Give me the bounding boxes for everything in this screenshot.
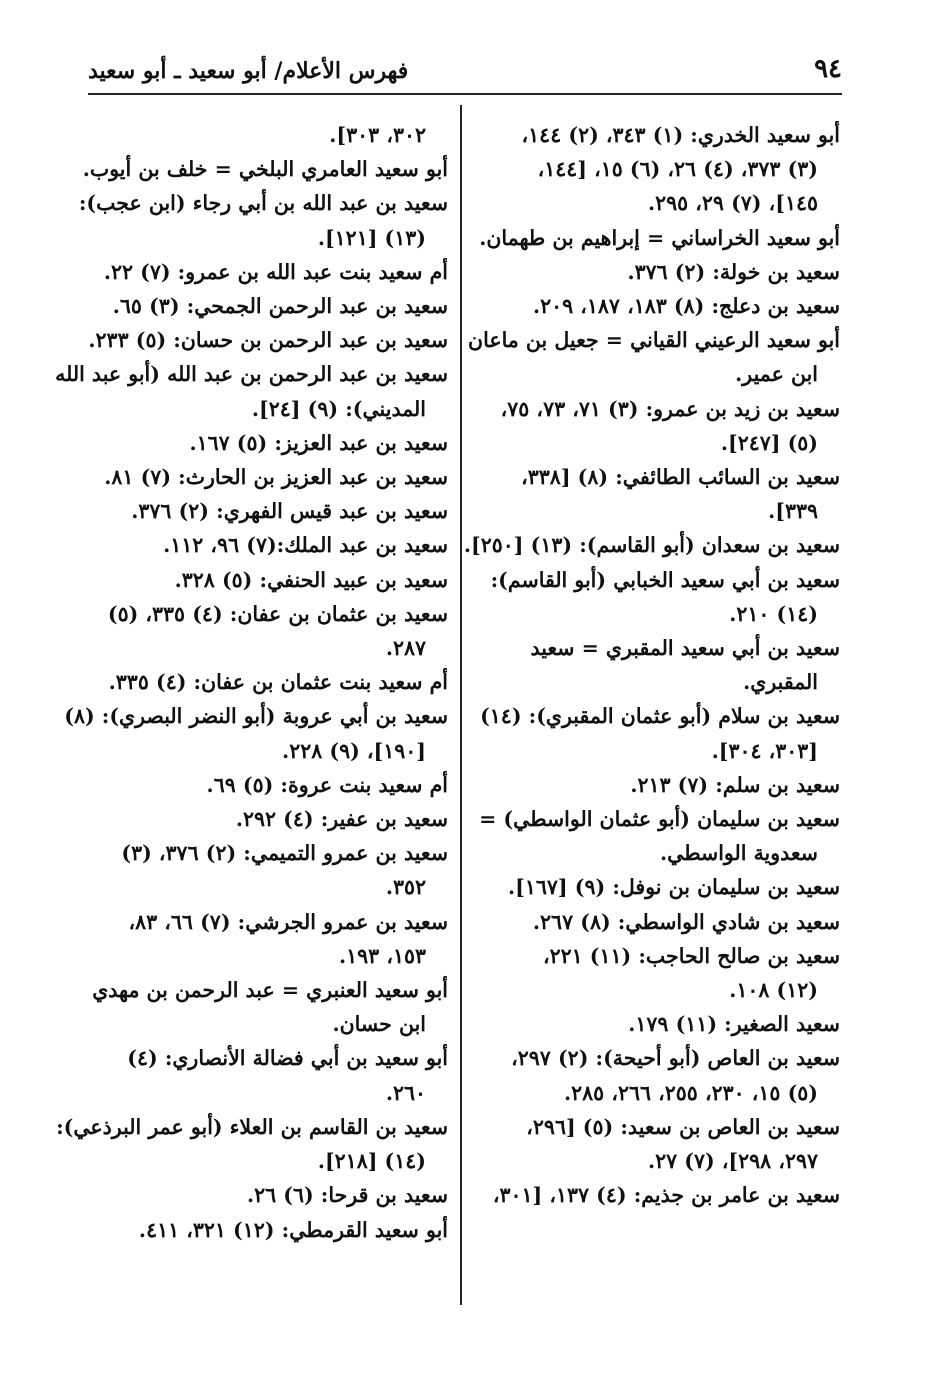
index-entry	[56, 1110, 448, 1178]
entry-line: سعيد بن سليمان (أبو عثمان الواسطي) =	[479, 807, 840, 832]
index-entry	[90, 665, 448, 699]
index-column-left	[55, 118, 448, 1247]
index-entry	[482, 289, 840, 323]
entry-line: سعيد الصغير: (١١) ١٧٩.	[628, 1012, 840, 1037]
index-entry	[90, 563, 448, 597]
index-entry	[78, 186, 448, 254]
entry-continuation-line: (٥) ١٥، ٢٣٠، ٢٥٥، ٢٦٦، ٢٨٥.	[564, 1080, 818, 1105]
index-entry	[82, 152, 448, 186]
entry-line: أبو سعيد بن أبي فضالة الأنصاري: (٤)	[127, 1046, 448, 1071]
running-title: فهرس الأعلام/ أبو سعيد ـ أبو سعيد	[88, 58, 409, 84]
column-divider	[460, 105, 462, 1305]
entry-line: سعيد بن عبيد الحنفي: (٥) ٣٢٨.	[174, 567, 448, 592]
entry-line: أبو سعيد الخراساني = إبراهيم بن طهمان.	[479, 225, 840, 250]
index-entry	[482, 460, 840, 528]
entry-continuation-line: سعدوية الواسطي.	[659, 841, 818, 866]
index-entry	[482, 905, 840, 939]
index-entry	[482, 1110, 840, 1178]
index-entry	[90, 255, 448, 289]
entry-continuation-line: ابن عمير.	[735, 362, 818, 387]
index-entry	[90, 494, 448, 528]
entry-line: سعيد بن القاسم بن العلاء (أبو عمر البرذعي):	[56, 1114, 448, 1139]
index-entry	[90, 768, 448, 802]
entry-line: سعيد بن عبد قيس الفهري: (٢) ٣٧٦.	[131, 499, 448, 524]
index-entry	[90, 1041, 448, 1109]
index-entry	[482, 870, 840, 904]
index-entry	[90, 118, 448, 152]
entry-line: سعيد بن أبي عروبة (أبو النضر البصري): (٨)	[64, 704, 448, 729]
entry-line: سعيد بن عثمان بن عفان: (٤) ٣٣٥، (٥)	[107, 601, 448, 626]
entry-line: سعيد بن صالح الحاجب: (١١) ٢٢١،	[542, 943, 840, 968]
index-entry	[90, 905, 448, 973]
entry-line: أم سعيد بنت عثمان بن عفان: (٤) ٣٣٥.	[108, 670, 448, 695]
entry-line: سعيد بن عبد العزيز: (٥) ١٦٧.	[189, 430, 448, 455]
entry-line: سعيد بن عامر بن جذيم: (٤) ١٣٧، [٣٠١،	[492, 1183, 840, 1208]
header-rule	[88, 93, 842, 95]
entry-continuation-line: ٢٦٠.	[385, 1080, 426, 1105]
entry-line: سعيد بن عفير: (٤) ٢٩٢.	[235, 807, 448, 832]
index-entry	[463, 528, 840, 562]
entry-line: أم سعيد بنت عروة: (٥) ٦٩.	[206, 772, 448, 797]
entry-line: سعيد بن عبد الملك:(٧) ٩٦، ١١٢.	[163, 533, 448, 558]
entry-line: سعيد بن دعلج: (٨) ١٨٣، ١٨٧، ٢٠٩.	[532, 294, 840, 319]
page-number: ٩٤	[814, 54, 842, 84]
entry-line: أبو سعيد القرمطي: (١٢) ٣٢١، ٤١١.	[138, 1217, 448, 1242]
index-column-right	[463, 118, 840, 1213]
index-entry	[479, 802, 840, 870]
index-entry	[90, 1213, 448, 1247]
entry-continuation-line: ٢٨٧.	[385, 636, 426, 661]
entry-line: سعيد بن العاص (أبو أحيحة): (٢) ٢٩٧،	[511, 1046, 840, 1071]
index-entry	[90, 836, 448, 904]
index-entry	[90, 426, 448, 460]
index-entry	[482, 939, 840, 1007]
entry-line: أم سعيد بنت عبد الله بن عمرو: (٧) ٢٢.	[103, 259, 448, 284]
index-entry	[55, 357, 448, 425]
entry-continuation-line: (٥) [٢٤٧].	[720, 430, 818, 455]
index-entry	[90, 597, 448, 665]
index-entry	[64, 699, 448, 767]
entry-line: سعيد بن سليمان بن نوفل: (٩) [١٦٧].	[508, 875, 840, 900]
entry-line: سعيد بن عبد الرحمن بن حسان: (٥) ٢٣٣.	[88, 328, 448, 353]
entry-line: سعيد بن أبي سعيد المقبري = سعيد	[530, 636, 840, 661]
index-entry	[482, 1178, 840, 1212]
entry-line: سعيد بن السائب الطائفي: (٨) [٣٣٨،	[521, 465, 840, 490]
index-entry	[482, 392, 840, 460]
entry-continuation-line: ٣٣٩].	[768, 499, 818, 524]
entry-line: أبو سعيد الرعيني القياني = جعيل بن ماعان	[468, 328, 840, 353]
entry-continuation-line: ١٤٥]، (٧) ٢٩، ٢٩٥.	[647, 191, 818, 216]
entry-continuation-line: [٣٠٣، ٣٠٤].	[711, 738, 818, 763]
entry-continuation-line: (١٤) ٢١٠.	[729, 601, 818, 626]
entry-line: سعيد بن قرحا: (٦) ٢٦.	[246, 1183, 448, 1208]
page-header	[88, 52, 842, 92]
entry-continuation-line: ١٥٣، ١٩٣.	[339, 943, 426, 968]
entry-line: سعيد بن عمرو الجرشي: (٧) ٦٦، ٨٣،	[128, 909, 448, 934]
entry-line: سعيد بن سعدان (أبو القاسم): (١٣) [٢٥٠].	[463, 533, 840, 558]
index-entry	[482, 631, 840, 699]
entry-line: أبو سعيد الخدري: (١) ٣٤٣، (٢) ١٤٤،	[521, 123, 840, 147]
index-entry	[482, 118, 840, 221]
index-entry	[482, 255, 840, 289]
index-entry	[482, 563, 840, 631]
index-entry	[482, 699, 840, 767]
entry-line: سعيد بن عمرو التميمي: (٢) ٣٧٦، (٣)	[121, 841, 448, 866]
entry-line: سعيد بن عبد الرحمن بن عبد الله (أبو عبد الله	[55, 362, 448, 387]
entry-continuation-line: المديني): (٩) [٢٤].	[251, 396, 426, 421]
entry-line: أبو سعيد العامري البلخي = خلف بن أيوب.	[82, 157, 448, 182]
entry-line: سعيد بن عبد الرحمن الجمحي: (٣) ٦٥.	[112, 294, 448, 319]
index-entry	[90, 460, 448, 494]
entry-continuation-line: (١٣) [١٢١].	[317, 225, 426, 250]
entry-continuation-line: ٣٥٢.	[385, 875, 426, 900]
entry-line: سعيد بن أبي سعيد الخبابي (أبو القاسم):	[490, 567, 840, 592]
entry-continuation-line: ٢٩٧، ٢٩٨]، (٧) ٢٧.	[647, 1149, 818, 1174]
index-entry	[482, 1007, 840, 1041]
entry-continuation-line: المقبري.	[743, 670, 818, 695]
entry-line: سعيد بن عبد الله بن أبي رجاء (ابن عجب):	[78, 191, 448, 216]
index-entry	[468, 323, 840, 391]
entry-line: سعيد بن زيد بن عمرو: (٣) ٧١، ٧٣، ٧٥،	[500, 396, 840, 421]
entry-line: سعيد بن شادي الواسطي: (٨) ٢٦٧.	[532, 909, 840, 934]
entry-continuation-line: [١٩٠]، (٩) ٢٢٨.	[282, 738, 426, 763]
entry-line: أبو سعيد العنبري = عبد الرحمن بن مهدي	[92, 978, 448, 1003]
index-entry	[90, 323, 448, 357]
index-entry	[482, 768, 840, 802]
entry-line: سعيد بن سلم: (٧) ٢١٣.	[630, 772, 840, 797]
entry-line: سعيد بن عبد العزيز بن الحارث: (٧) ٨١.	[104, 465, 448, 490]
entry-line: ٣٠٢، ٣٠٣].	[329, 123, 426, 147]
index-entry	[90, 973, 448, 1041]
index-entry	[90, 1178, 448, 1212]
entry-line: سعيد بن سلام (أبو عثمان المقبري): (١٤)	[480, 704, 840, 729]
index-entry	[90, 289, 448, 323]
entry-line: سعيد بن العاص بن سعيد: (٥) [٢٩٦،	[526, 1114, 840, 1139]
entry-continuation-line: (٣) ٣٧٣، (٤) ٢٦، (٦) ١٥، [١٤٤،	[537, 157, 818, 182]
entry-line: سعيد بن خولة: (٢) ٣٧٦.	[627, 259, 840, 284]
entry-continuation-line: (١٤) [٢١٨].	[317, 1149, 426, 1174]
entry-continuation-line: ابن حسان.	[332, 1012, 426, 1037]
index-entry	[90, 802, 448, 836]
index-entry	[482, 1041, 840, 1109]
index-entry	[479, 221, 840, 255]
index-entry	[90, 528, 448, 562]
entry-continuation-line: (١٢) ١٠٨.	[729, 978, 818, 1003]
